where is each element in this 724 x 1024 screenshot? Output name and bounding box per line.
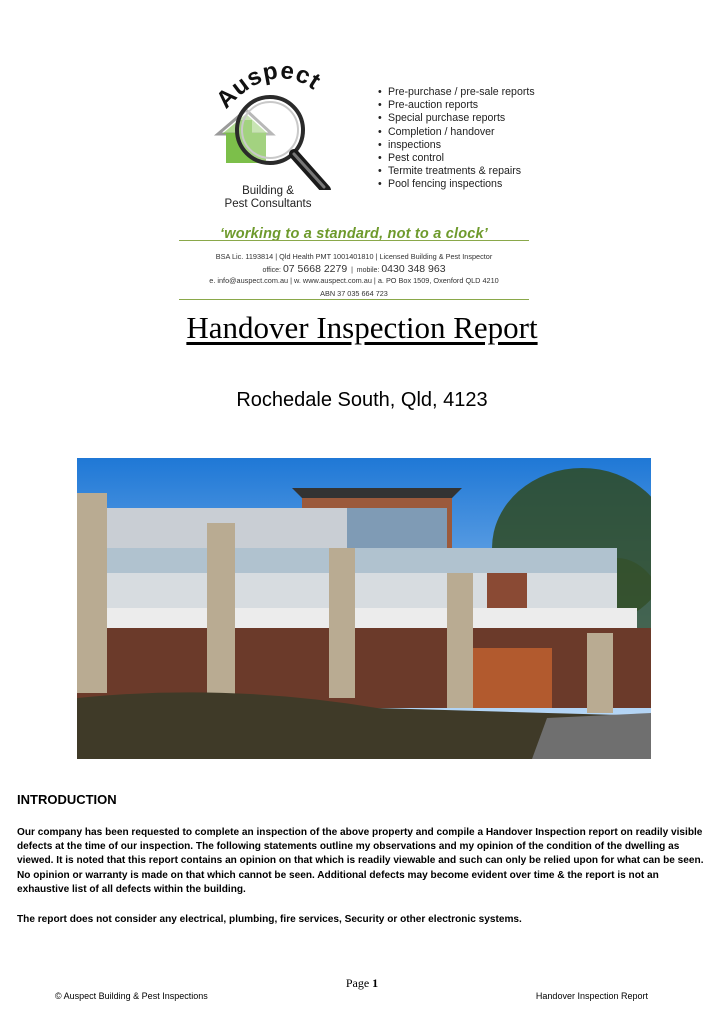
- intro-paragraph: Our company has been requested to complete an inspection of the above property and compile a Handover Inspection report on readily visible defects at the time of our inspection. The following statements outline my observations and my opinion of the condition of the dwelling as viewed. It is noted that this report contains an opinion on that which is readily viewable and such can only be relied upon for what can be seen. No opinion or warranty is made on that which cannot be seen. Additional defects may become evident over time & the report is not an exhaustive list of all defects within the building.: [17, 827, 704, 895]
- svg-text:Auspect: Auspect: [211, 57, 326, 114]
- section-heading: INTRODUCTION: [17, 792, 117, 807]
- footer-doc-title: Handover Inspection Report: [535, 991, 648, 1001]
- service-item: • Special purchase reports: [378, 112, 535, 125]
- service-item-continued: • inspections: [378, 139, 535, 152]
- report-title: Handover Inspection Report: [186, 310, 538, 345]
- service-item: • Completion / handover: [378, 126, 535, 139]
- services-list: [378, 86, 535, 192]
- logo-subtitle: Building & Pest Consultants: [224, 185, 312, 210]
- magnifier-house-icon: [208, 90, 368, 190]
- page-label: Page: [345, 976, 373, 990]
- office-label: office:: [262, 267, 281, 274]
- abn-line: ABN 37 035 664 723: [320, 289, 388, 298]
- scope-paragraph: The report does not consider any electrical, plumbing, fire services, Security or other electronic systems.: [17, 914, 522, 925]
- mobile-phone: 0430 348 963: [381, 263, 446, 275]
- page-number-value: 1: [372, 976, 379, 990]
- contact-line: e. info@auspect.com.au | w. www.auspect.com.au | a. PO Box 1509, Oxenford QLD 4210: [209, 276, 499, 285]
- mobile-label: mobile:: [356, 267, 380, 274]
- property-photo: [77, 458, 651, 759]
- divider-rule: [179, 299, 529, 300]
- footer-copyright: © Auspect Building & Pest Inspections: [55, 991, 208, 1001]
- service-item: • Pre-purchase / pre-sale reports: [378, 86, 535, 99]
- page-number: [0, 976, 724, 991]
- property-address: Rochedale South, Qld, 4123: [236, 389, 488, 411]
- office-phone: 07 5668 2279: [282, 263, 348, 275]
- service-item: • Pool fencing inspections: [378, 178, 535, 191]
- service-item: • Termite treatments & repairs: [378, 165, 535, 178]
- divider-rule: [179, 240, 529, 241]
- tagline: ‘working to a standard, not to a clock’: [219, 226, 489, 242]
- company-logo: [208, 52, 368, 217]
- contact-phones: office: 07 5668 2279 | mobile: 0430 348 963: [262, 263, 446, 275]
- license-line: BSA Lic. 1193814 | Qld Health PMT 1001401810 | Licensed Building & Pest Inspector: [215, 252, 493, 261]
- service-item: • Pre-auction reports: [378, 99, 535, 112]
- service-item: • Pest control: [378, 152, 535, 165]
